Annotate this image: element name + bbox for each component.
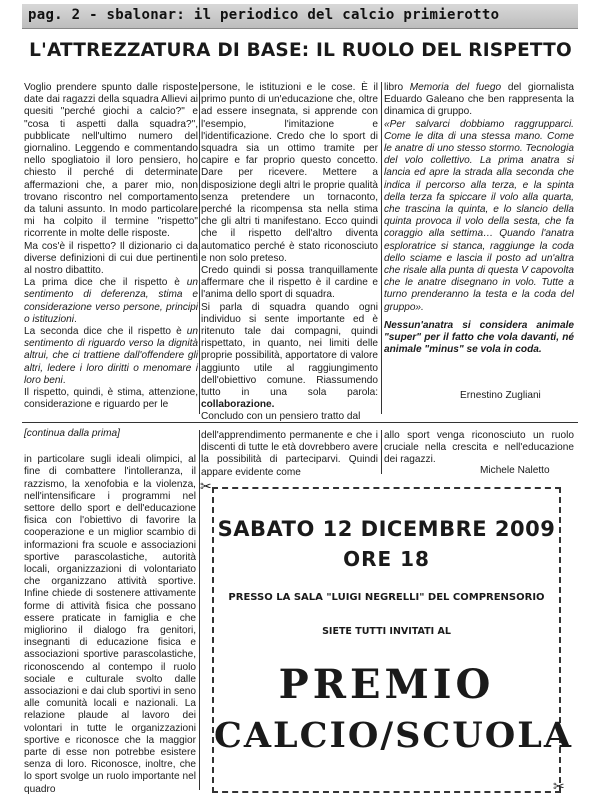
second-article-column-1 [24, 428, 196, 796]
event-time: ORE 18 [343, 547, 430, 571]
scissors-icon: ✂ [200, 478, 212, 494]
closing-note: Nessun'anatra si considera animale "super" per il fatto che vola davanti, né animale "minus" se vola in coda. [384, 319, 574, 356]
paragraph: La prima dice che il rispetto è un sentimento di deferenza, stima e considerazione verso persone, principi o istituzioni. [24, 277, 198, 325]
definition-text: un sentimento di deferenza, stima e considerazione verso persone, principi o istituzioni [24, 277, 198, 325]
prize-title: PREMIO [278, 661, 495, 708]
paragraph: Credo quindi si possa tranquillamente affermare che il rispetto è il cardine e l'anima dello sport di squadra. [201, 265, 378, 301]
paragraph: Ma cos'è il rispetto? Il dizionario ci da diverse definizioni di cui due pertinenti al nostro dibattito. [24, 240, 198, 277]
event-date: SABATO 12 DICEMBRE 2009 [217, 517, 556, 541]
column-divider [381, 430, 382, 474]
book-title: Memoria del fuego [409, 82, 502, 93]
event-invite: SIETE TUTTI INVITATI AL [322, 626, 451, 637]
article-title: L'ATTREZZATURA DI BASE: IL RUOLO DEL RISPETTO [29, 40, 572, 61]
paragraph: in particolare sugli ideali olimpici, al fine di combattere l'intolleranza, il razzismo, la xenofobia e la violenza, nell'intensificare i programmi nel settore dello sport e dell'educazione fisica con l'obiettivo di favorire la cooperazione e un miglior scambio di informazioni fra scuole e associazioni sportive parascolastiche, autorità locali, organizzazioni di volontariato che organizzano attività sportive. Infine chiede di sostenere attivamente forme di attività fisica che possano essere praticate in famiglia e che migliorino il dialogo fra genitori, insegnanti di educazione fisica e associazioni sportive parascolastiche, riconoscendo al contempo il ruolo sociale e culturale svolto dalle associazioni e dai club sportivi in seno alle comunità locali e nazionali. La relazione plaude al lavoro dei volontari in tutte le organizzazioni sportive e riconosce che la maggior parte di esse non potrebbe esistere senza di loro. Riconosce, inoltre, che lo sport svolge un ruolo importante nel quadro [24, 454, 196, 795]
article-column-1 [24, 82, 198, 411]
prize-subtitle: CALCIO/SCUOLA [214, 715, 574, 756]
page-header [22, 4, 578, 29]
article-column-3 [384, 82, 574, 356]
paragraph: allo sport venga riconosciuto un ruolo cruciale nella crescita e nell'educazione dei ragazzi. [384, 430, 574, 466]
event-place: PRESSO LA SALA "LUIGI NEGRELLI" DEL COMPRENSORIO [228, 592, 545, 603]
author-signature: Michele Naletto [480, 465, 550, 476]
paragraph: persone, le istituzioni e le cose. È il primo punto di un'educazione che, oltre ad essere insegnata, si apprende con l'esempio, l'imitazione e l'identificazione. Credo che lo sport di squadra sia un ottimo tramite per capire e far proprio questo concetto. Dare per ricevere. Mettere a disposizione degli altri le proprie qualità senza pretendere un tornaconto, perché la ricompensa sta nella stima che gli altri ti manifestano. Ecco quindi che il rispetto dell'altro diventa automatico perché è stato riconosciuto e non solo preteso. [201, 82, 378, 264]
paragraph: Il rispetto, quindi, è stima, attenzione, considerazione e riguardo per le [24, 387, 198, 411]
second-article-column-2 [201, 430, 378, 479]
keyword: collaborazione. [201, 399, 275, 411]
continued-label: [continua dalla prima] [24, 428, 120, 439]
event-coupon [212, 487, 574, 793]
column-divider [199, 82, 200, 414]
quote: «Per salvarci dobbiamo raggrupparci. Come le dita di una stessa mano. Come le anatre di uno stesso stormo. Tecnologia del volo collettivo. La prima anatra si lancia ed apre la strada alla seconda che indica il percorso alla terza, e la spinta della terza fa spiccare il volo alla quarta, che trascina la quinta, e lo slancio della quinta provoca il volo della sesta, che fa coraggio alla settima… Quando l'anatra esploratrice si stanca, raggiunge la coda dello sciame e lascia il posto ad un'altra che risale alla punta di questa V capovolta che le anatre disegnano in volo. Tutte a turno prenderanno la testa e la coda del gruppo». [384, 118, 574, 313]
paragraph: libro Memoria del fuego del giornalista Eduardo Galeano che ben rappresenta la dinamica di gruppo. [384, 82, 574, 118]
column-divider [381, 82, 382, 414]
second-article-column-3 [384, 430, 574, 467]
article-column-2 [201, 82, 378, 424]
paragraph: dell'apprendimento permanente e che i discenti di tutte le età dovrebbero avere la possibilità di parteciparvi. Quindi appare evidente come [201, 430, 378, 478]
definition-text: un sentimento di riguardo verso la dignità altrui, che ci trattiene dall'offendere gli altri, ledere i loro diritti o menomare i loro beni [24, 326, 198, 386]
paragraph: La seconda dice che il rispetto è un sentimento di riguardo verso la dignità altrui, che ci trattiene dall'offendere gli altri, ledere i loro diritti o menomare i loro beni. [24, 326, 198, 386]
author-signature: Ernestino Zugliani [460, 390, 541, 401]
paragraph: Voglio prendere spunto dalle risposte date dai ragazzi della squadra Allievi ai quesiti "perché giochi a calcio?" e "cosa ti aspetti dalla squadra?", pubblicate nell'ultimo numero del giornalino. Leggendo e commentando nello spogliatoio il loro pensiero, ho chiesto il perché di determinate affermazioni che, a parer mio, non trovano riscontro nel comportamento da taluni assunto. In modo particolare mi ha colpito il termine "rispetto" ricorrente in molte delle risposte. [24, 82, 198, 240]
header-text: pag. 2 - sbalonar: il periodico del calcio primierotto [28, 7, 500, 23]
paragraph: Concludo con un pensiero tratto dal [201, 411, 361, 423]
section-divider [22, 422, 578, 423]
paragraph: Si parla di squadra quando ogni individuo si sente importante ed è ritenuto tale dai compagni, quindi rispettato, in quanto, nei limiti delle proprie possibilità, apportatore di valore aggiunto utile al raggiungimento dell'obiettivo comune. Riassumendo tutto in una sola parola: collaborazione. [201, 301, 378, 411]
scissors-icon: ✂ [553, 778, 565, 794]
